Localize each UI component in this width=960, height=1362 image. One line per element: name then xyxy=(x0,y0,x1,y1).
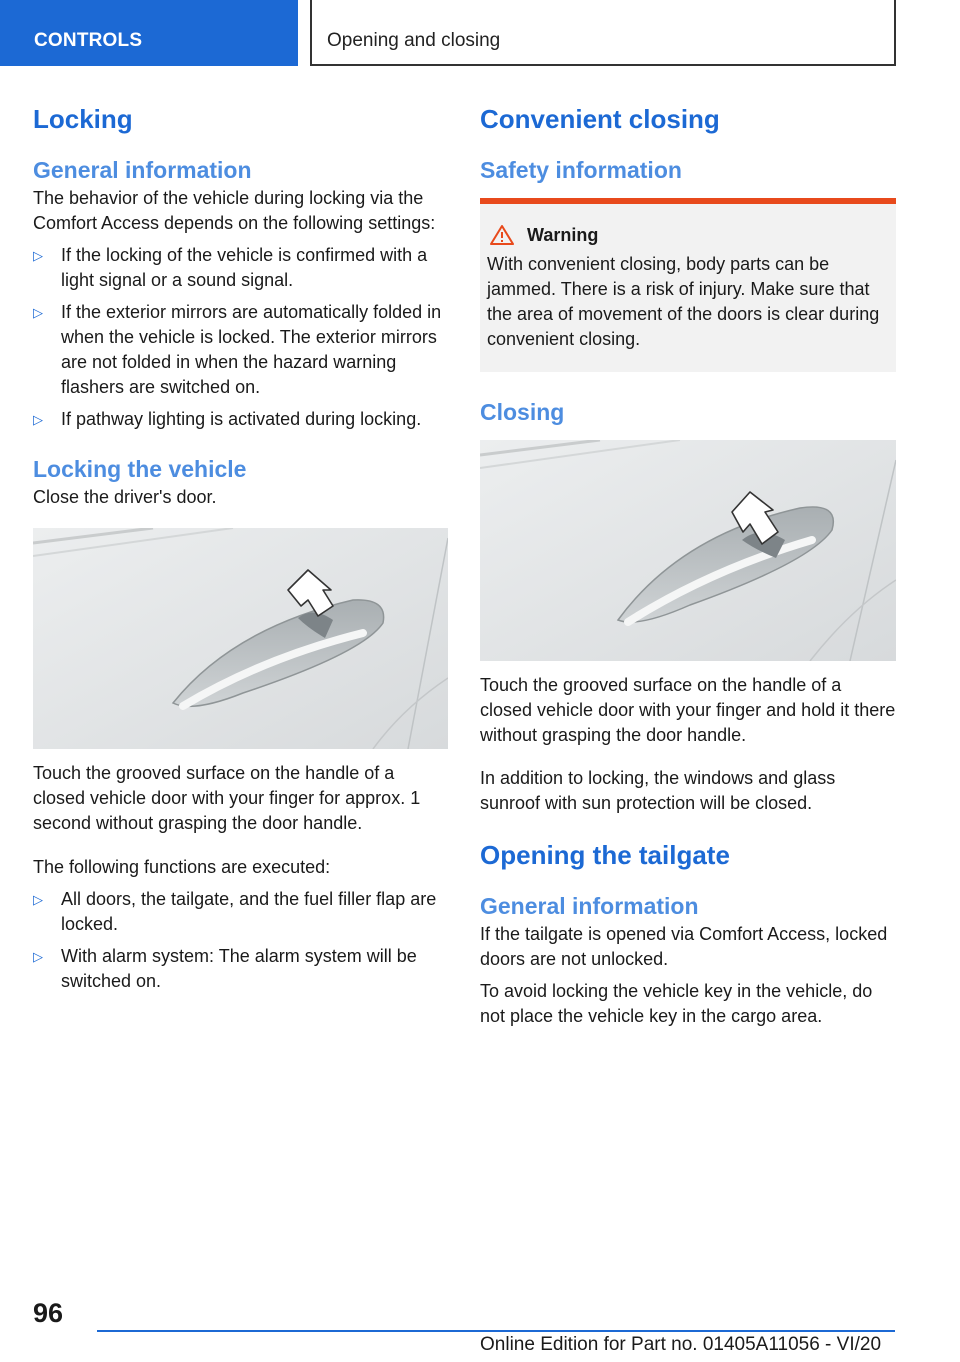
heading-locking: Locking xyxy=(33,104,133,134)
triangle-bullet-icon: ▷ xyxy=(33,305,43,320)
heading-locking-the-vehicle: Locking the vehicle xyxy=(33,456,247,482)
heading-convenient-closing: Convenient closing xyxy=(480,104,720,134)
triangle-bullet-icon: ▷ xyxy=(33,412,43,427)
heading-opening-the-tailgate: Opening the tailgate xyxy=(480,840,730,870)
heading-tailgate-general-information: General information xyxy=(480,893,699,919)
heading-closing: Closing xyxy=(480,399,565,425)
page-number: 96 xyxy=(33,1298,64,1328)
list-item: ▷ All doors, the tailgate, and the fuel filler flap are locked. xyxy=(33,889,437,934)
closing-addition-text: In addition to locking, the windows and glass sunroof with sun protection will be closed. xyxy=(480,768,836,813)
warning-header xyxy=(487,224,884,246)
edition-text: Online Edition for Part no. 01405A11056 - VI/20 xyxy=(480,1334,882,1355)
heading-safety-information: Safety information xyxy=(480,157,682,183)
door-handle-figure xyxy=(480,440,896,661)
door-handle-figure xyxy=(33,528,448,749)
tailgate-text-1: If the tailgate is opened via Comfort Access, locked doors are not unlocked. xyxy=(480,924,888,969)
page-header xyxy=(0,0,960,66)
locking-text: Close the driver's door. xyxy=(33,487,217,507)
list-item: ▷ If the locking of the vehicle is confirmed with a light signal or a sound signal. xyxy=(33,245,428,290)
triangle-bullet-icon: ▷ xyxy=(33,949,43,964)
warning-text: With convenient closing, body parts can be jammed. There is a risk of injury. Make sure that the area of movement of the doors is clear during convenient closing. xyxy=(487,254,880,349)
footer-divider xyxy=(97,1330,895,1332)
triangle-bullet-icon: ▷ xyxy=(33,892,43,907)
section-tab xyxy=(0,0,298,66)
heading-general-information: General information xyxy=(33,157,252,183)
touch-instruction-text: Touch the grooved surface on the handle of a closed vehicle door with your finger for approx. 1 second without grasping the door handle. xyxy=(33,763,421,833)
right-column xyxy=(480,100,896,1029)
topic-box xyxy=(310,0,896,66)
functions-intro-text: The following functions are executed: xyxy=(33,857,331,877)
tailgate-text-2: To avoid locking the vehicle key in the vehicle, do not place the vehicle key in the cargo area. xyxy=(480,981,873,1026)
left-column xyxy=(33,100,448,994)
general-information-list xyxy=(33,243,448,432)
section-title: CONTROLS xyxy=(34,30,143,51)
general-information-text: The behavior of the vehicle during locking via the Comfort Access depends on the following settings: xyxy=(33,188,436,233)
list-item: ▷ If the exterior mirrors are automatically folded in when the vehicle is locked. The exterior mirrors are not folded in when the hazard warning flashers are switched on. xyxy=(33,302,442,397)
warning-triangle-icon xyxy=(489,224,515,246)
warning-box xyxy=(480,198,896,372)
list-item: ▷ With alarm system: The alarm system will be switched on. xyxy=(33,946,417,991)
functions-list xyxy=(33,887,448,994)
warning-title: Warning xyxy=(527,224,599,245)
closing-touch-text: Touch the grooved surface on the handle of a closed vehicle door with your finger and hold it there without grasping the door handle. xyxy=(480,675,896,745)
list-item: ▷ If pathway lighting is activated during locking. xyxy=(33,407,448,432)
topic-title: Opening and closing xyxy=(327,30,501,51)
triangle-bullet-icon: ▷ xyxy=(33,248,43,263)
